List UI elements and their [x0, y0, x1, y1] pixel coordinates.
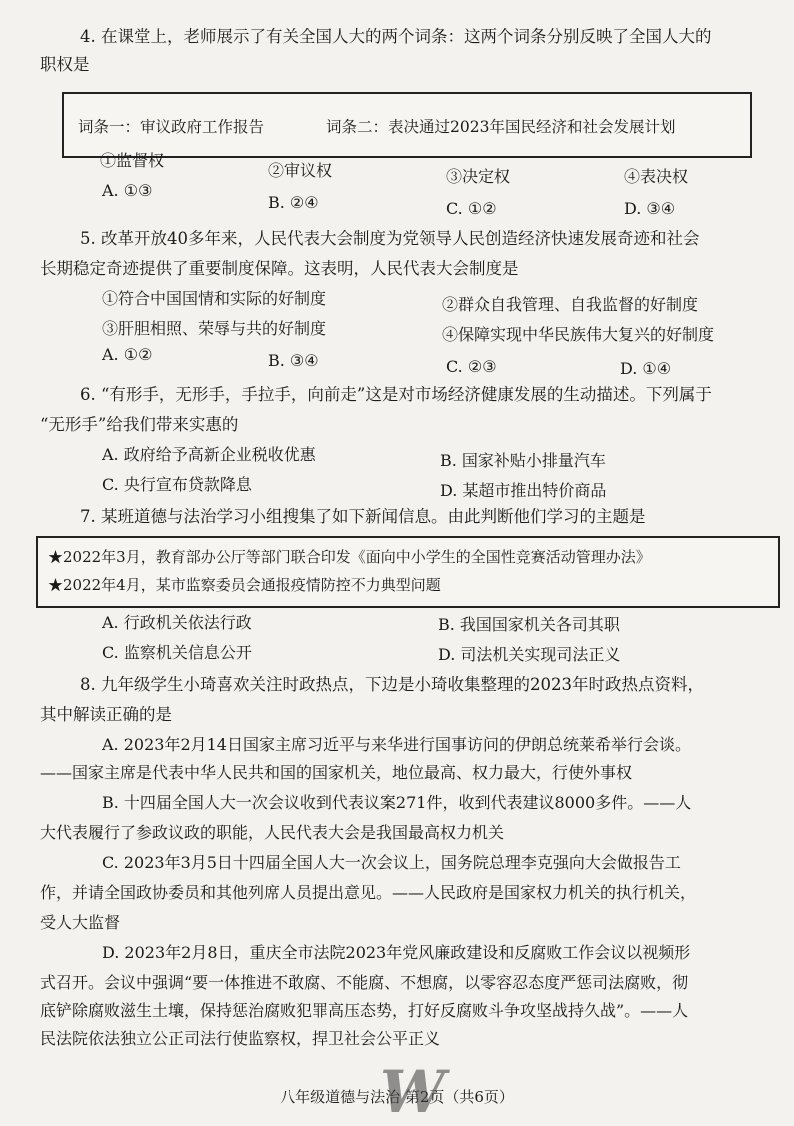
q8-stem-line2: 其中解读正确的是 [40, 705, 172, 724]
q8-option-d-line3: 底铲除腐败滋生土壤，保持惩治腐败犯罪高压态势，打好反腐败斗争攻坚战持久战”。——人 [40, 1001, 689, 1020]
q8-stem-line1: 8. 九年级学生小琦喜欢关注时政热点，下边是小琦收集整理的2023年时政热点资料， [80, 675, 704, 694]
q5-item-3: ③肝胆相照、荣辱与共的好制度 [102, 319, 327, 338]
q5-option-a[interactable]: A. ①② [102, 345, 153, 364]
q6-option-d[interactable]: D. 某超市推出特价商品 [440, 481, 607, 500]
q6-option-c[interactable]: C. 央行宣布贷款降息 [102, 475, 252, 494]
q8-option-b-line1[interactable]: B. 十四届全国人大一次会议收到代表议案271件，收到代表建议8000多件。——人 [102, 793, 692, 812]
q8-option-a-line2: ——国家主席是代表中华人民共和国的国家机关，地位最高、权力最大，行使外事权 [40, 763, 633, 782]
q5-option-c[interactable]: C. ②③ [446, 357, 497, 376]
q6-stem-line2: “无形手”给我们带来实惠的 [40, 415, 239, 434]
q8-option-b-line2: 大代表履行了参政议政的职能，人民代表大会是我国最高权力机关 [40, 823, 505, 842]
q4-entry-box [62, 92, 752, 158]
q4-option-b[interactable]: B. ②④ [268, 193, 319, 212]
q7-news-box [36, 536, 780, 608]
q7-option-d[interactable]: D. 司法机关实现司法正义 [438, 645, 621, 664]
q8-option-d-line1[interactable]: D. 2023年2月8日，重庆全市法院2023年党风廉政建设和反腐败工作会议以视频形 [102, 943, 691, 962]
q5-item-4: ④保障实现中华民族伟大复兴的好制度 [442, 325, 715, 344]
q6-option-a[interactable]: A. 政府给予高新企业税收优惠 [102, 445, 316, 464]
q7-option-a[interactable]: A. 行政机关依法行政 [102, 613, 252, 632]
q7-news-2: ★2022年4月，某市监察委员会通报疫情防控不力典型问题 [48, 576, 441, 594]
q5-stem-line1: 5. 改革开放40多年来，人民代表大会制度为党领导人民创造经济快速发展奇迹和社会 [80, 229, 700, 248]
watermark-logo: W [380, 1058, 446, 1126]
q5-stem-line2: 长期稳定奇迹提供了重要制度保障。这表明，人民代表大会制度是 [40, 259, 519, 278]
page-footer: 八年级道德与法治 第2页（共6页） [280, 1088, 514, 1106]
q4-entry-2: 词条二：表决通过2023年国民经济和社会发展计划 [326, 118, 676, 136]
q6-option-b[interactable]: B. 国家补贴小排量汽车 [440, 451, 606, 470]
q4-item-3: ③决定权 [446, 167, 511, 186]
q6-stem-line1: 6. “有形手，无形手，手拉手，向前走”这是对市场经济健康发展的生动描述。下列属于 [80, 385, 712, 404]
q7-stem: 7. 某班道德与法治学习小组搜集了如下新闻信息。由此判断他们学习的主题是 [80, 507, 646, 526]
q4-item-4: ④表决权 [624, 167, 689, 186]
q5-option-d[interactable]: D. ①④ [620, 359, 672, 378]
q5-item-1: ①符合中国国情和实际的好制度 [102, 289, 327, 308]
q8-option-c-line1[interactable]: C. 2023年3月5日十四届全国人大一次会议上，国务院总理李克强向大会做报告工 [102, 853, 681, 872]
q4-item-2: ②审议权 [268, 161, 333, 180]
q5-option-b[interactable]: B. ③④ [268, 351, 319, 370]
q7-news-1: ★2022年3月，教育部办公厅等部门联合印发《面向中小学生的全国性竞赛活动管理办法》 [48, 548, 651, 566]
q4-entry-1: 词条一：审议政府工作报告 [78, 118, 265, 136]
q7-option-c[interactable]: C. 监察机关信息公开 [102, 643, 252, 662]
q7-option-b[interactable]: B. 我国国家机关各司其职 [438, 615, 620, 634]
q5-item-2: ②群众自我管理、自我监督的好制度 [442, 295, 699, 314]
q8-option-c-line3: 受人大监督 [40, 913, 121, 932]
q4-stem-line2: 职权是 [40, 55, 90, 74]
q8-option-a-line1[interactable]: A. 2023年2月14日国家主席习近平与来华进行国事访问的伊朗总统莱希举行会谈。 [102, 735, 691, 754]
q8-option-c-line2: 作，并请全国政协委员和其他列席人员提出意见。——人民政府是国家权力机关的执行机关， [40, 883, 697, 902]
q4-option-a[interactable]: A. ①③ [102, 181, 153, 200]
q4-option-d[interactable]: D. ③④ [624, 199, 676, 218]
q8-option-d-line2: 式召开。会议中强调“要一体推进不敢腐、不能腐、不想腐，以零容忍态度严惩司法腐败，彻 [40, 973, 689, 992]
q4-stem-line1: 4. 在课堂上，老师展示了有关全国人大的两个词条：这两个词条分别反映了全国人大的 [80, 27, 712, 46]
q4-option-c[interactable]: C. ①② [446, 199, 497, 218]
q4-item-1: ①监督权 [100, 151, 165, 170]
q8-option-d-line4: 民法院依法独立公正司法行使监察权，捍卫社会公平正义 [40, 1029, 441, 1048]
